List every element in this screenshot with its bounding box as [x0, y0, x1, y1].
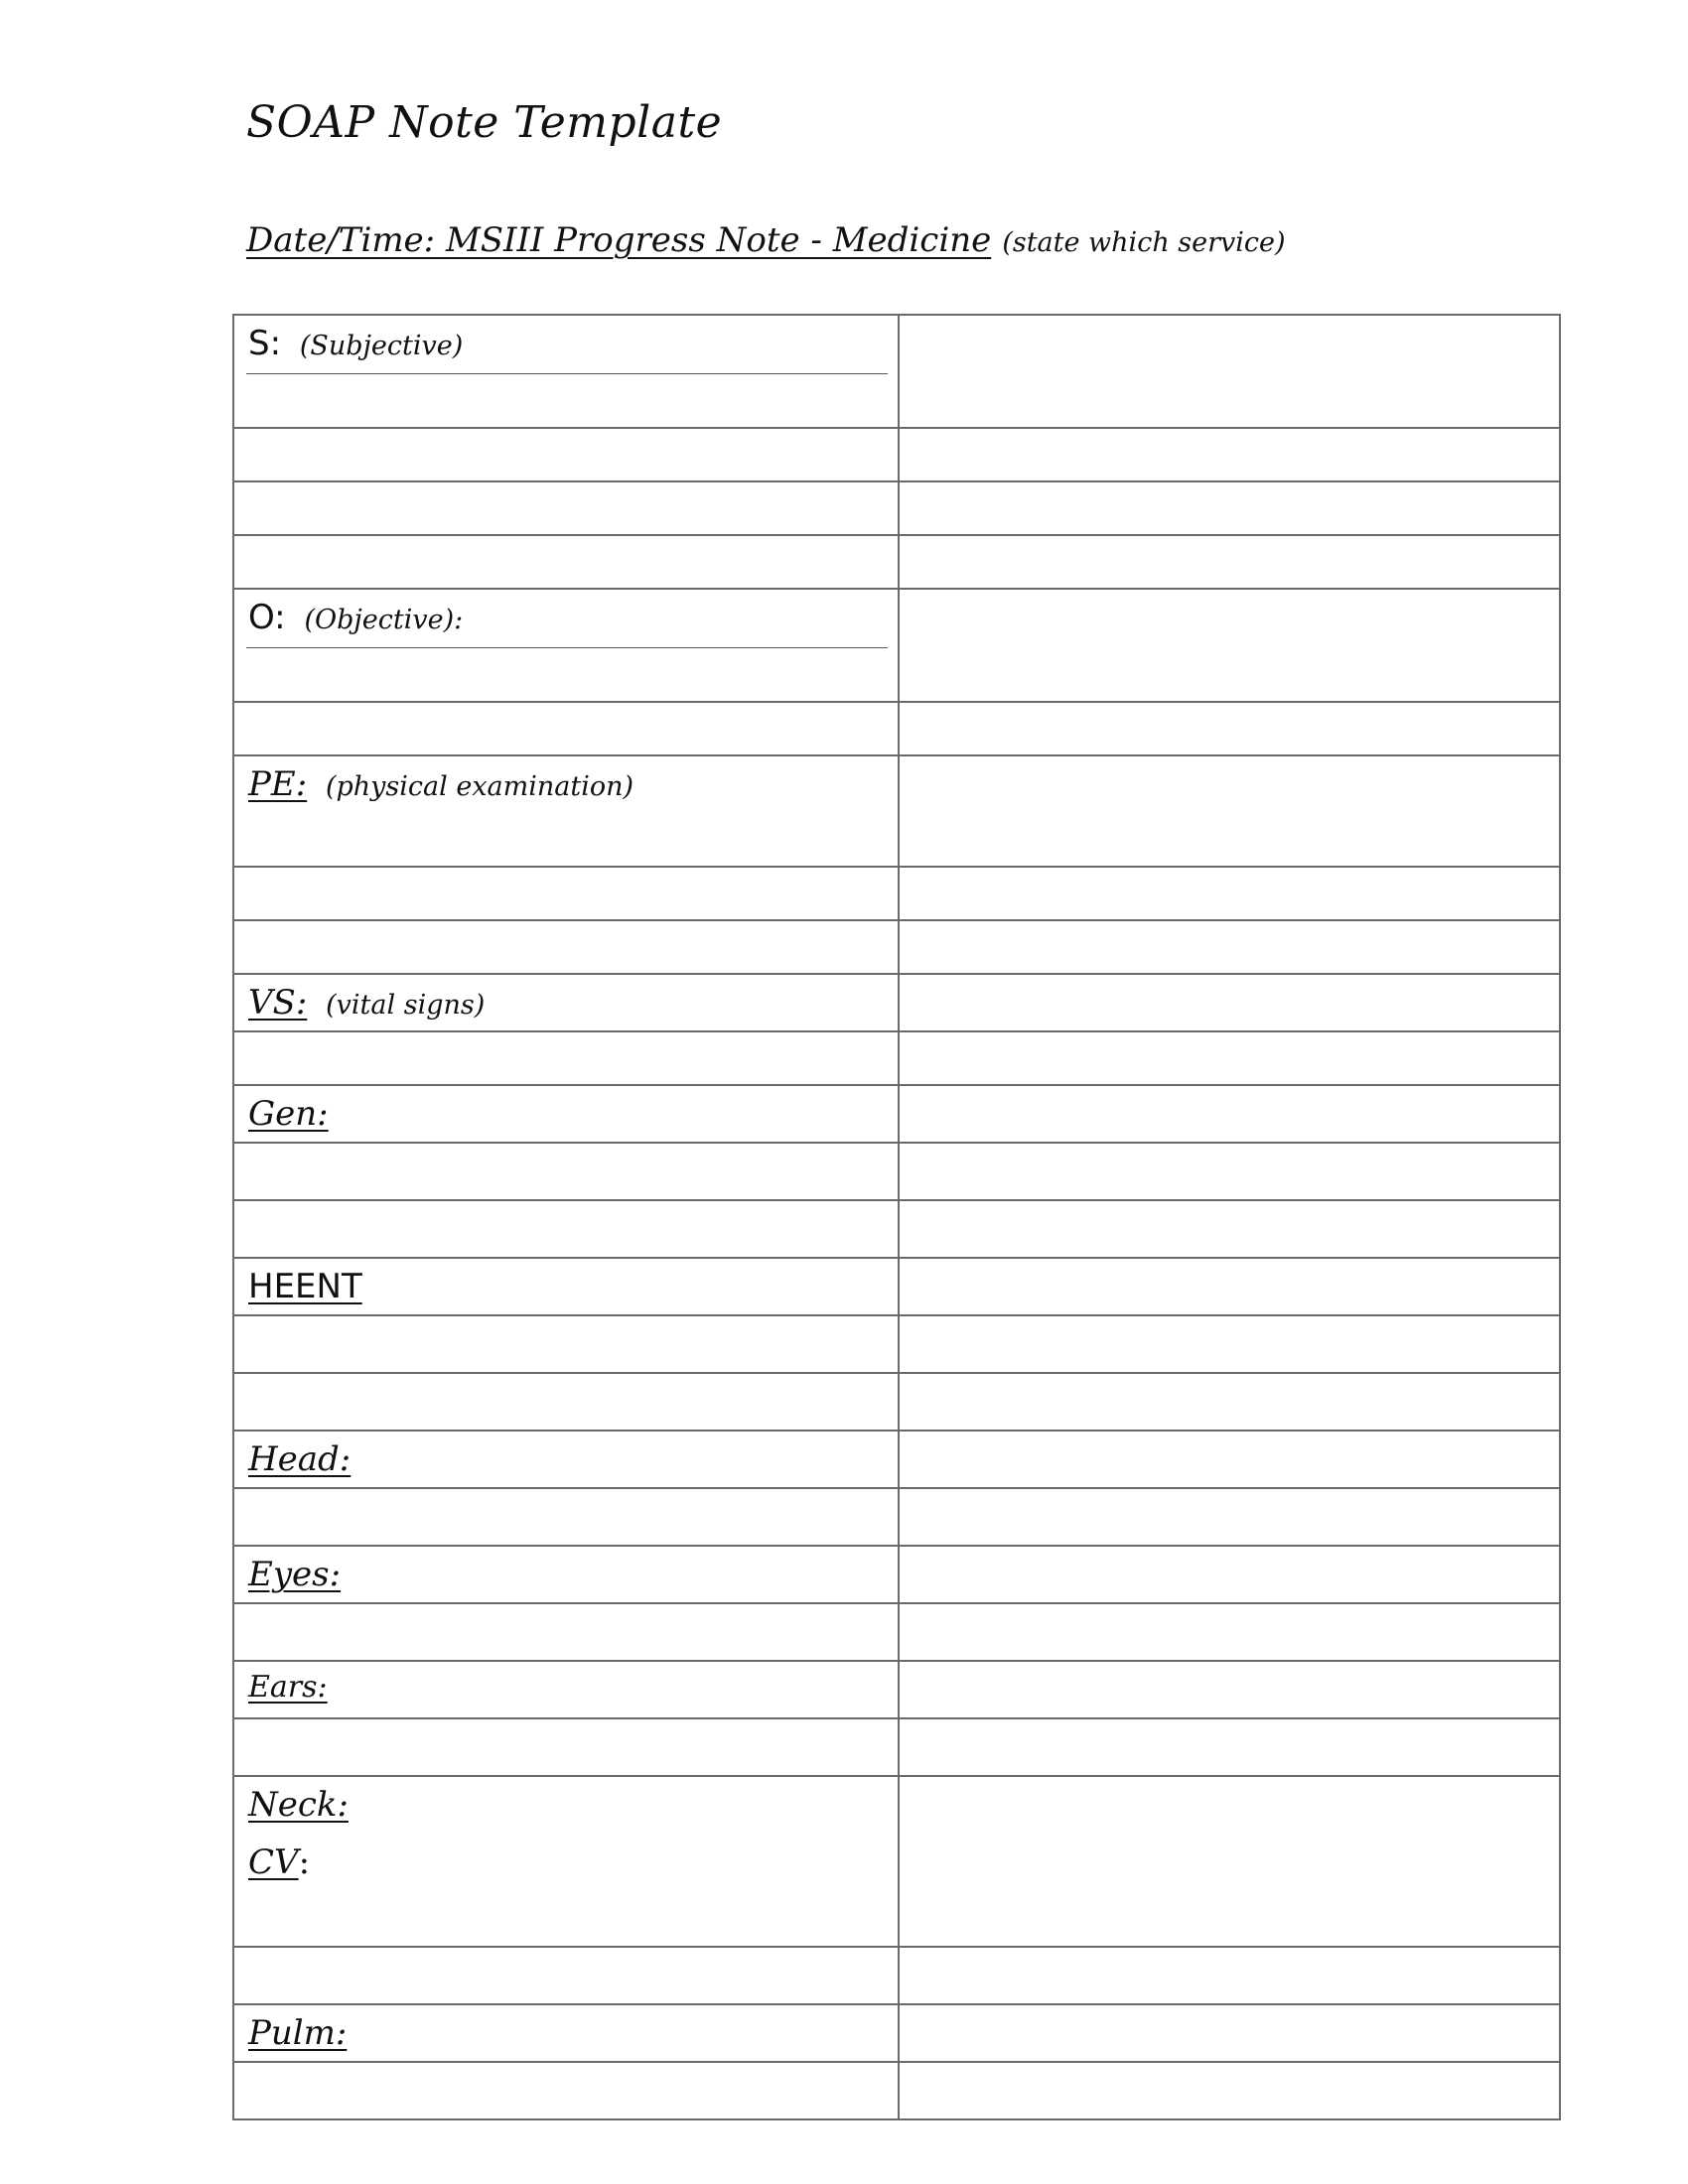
vs-entry-cell[interactable]: [899, 974, 1560, 1031]
objective-label-text: O:: [248, 598, 286, 637]
neck-label: [248, 1785, 349, 1825]
soap-note-table: [232, 314, 1561, 2120]
entry-cell[interactable]: [233, 702, 899, 755]
entry-cell[interactable]: [233, 1488, 899, 1546]
entry-cell[interactable]: [233, 1373, 899, 1431]
subjective-divider: [246, 373, 888, 374]
entry-cell[interactable]: [899, 1603, 1560, 1661]
subjective-label-text: S:: [248, 324, 282, 363]
table-row: [233, 1603, 1560, 1661]
table-row: [233, 1200, 1560, 1258]
note-header: [246, 220, 1286, 260]
vs-label-cell[interactable]: [233, 974, 899, 1031]
table-row-ears: [233, 1661, 1560, 1718]
head-label-cell[interactable]: [233, 1431, 899, 1488]
document-title: SOAP Note Template: [246, 97, 723, 148]
objective-label-cell[interactable]: [233, 589, 899, 702]
entry-cell[interactable]: [233, 1031, 899, 1085]
header-date-time: Date/Time: MSIII Progress Note - Medicine: [246, 220, 992, 260]
entry-cell[interactable]: [899, 920, 1560, 974]
ears-label: [248, 1670, 328, 1705]
table-row: [233, 1488, 1560, 1546]
entry-cell[interactable]: [899, 481, 1560, 535]
pulm-label-text: Pulm:: [248, 2013, 348, 2053]
table-row: [233, 2062, 1560, 2119]
cv-label: [248, 1843, 310, 1882]
entry-cell[interactable]: [233, 1200, 899, 1258]
eyes-label-text: Eyes:: [248, 1555, 342, 1594]
entry-cell[interactable]: [233, 920, 899, 974]
entry-cell[interactable]: [899, 2062, 1560, 2119]
table-row-neck-cv: [233, 1776, 1560, 1947]
entry-cell[interactable]: [233, 481, 899, 535]
head-label-text: Head:: [248, 1439, 352, 1479]
entry-cell[interactable]: [899, 1488, 1560, 1546]
table-row: [233, 1031, 1560, 1085]
entry-cell[interactable]: [233, 1718, 899, 1776]
table-row-vs: [233, 974, 1560, 1031]
header-service-note: (state which service): [1002, 227, 1286, 258]
entry-cell[interactable]: [899, 1718, 1560, 1776]
pulm-entry-cell[interactable]: [899, 2004, 1560, 2062]
eyes-entry-cell[interactable]: [899, 1546, 1560, 1603]
table-row: [233, 702, 1560, 755]
heent-label-text: HEENT: [248, 1267, 362, 1306]
entry-cell[interactable]: [899, 1947, 1560, 2004]
eyes-label-cell[interactable]: [233, 1546, 899, 1603]
table-row-pulm: [233, 2004, 1560, 2062]
objective-hint: (Objective):: [304, 605, 464, 635]
entry-cell[interactable]: [899, 1200, 1560, 1258]
vs-label: [248, 983, 485, 1023]
head-entry-cell[interactable]: [899, 1431, 1560, 1488]
pe-label: [248, 764, 633, 804]
neck-cv-entry-cell[interactable]: [899, 1776, 1560, 1947]
pe-hint: (physical examination): [325, 771, 634, 802]
ears-entry-cell[interactable]: [899, 1661, 1560, 1718]
cv-label-suffix: :: [298, 1843, 311, 1882]
cv-label-text: CV: [248, 1843, 299, 1882]
entry-cell[interactable]: [899, 428, 1560, 481]
table-row: [233, 481, 1560, 535]
subjective-entry-cell[interactable]: [899, 315, 1560, 428]
table-row: [233, 1718, 1560, 1776]
entry-cell[interactable]: [899, 1315, 1560, 1373]
entry-cell[interactable]: [899, 867, 1560, 920]
table-row-objective: [233, 589, 1560, 702]
heent-entry-cell[interactable]: [899, 1258, 1560, 1315]
table-row-subjective: [233, 315, 1560, 428]
table-row: [233, 1315, 1560, 1373]
objective-entry-cell[interactable]: [899, 589, 1560, 702]
entry-cell[interactable]: [233, 1603, 899, 1661]
table-row-head: [233, 1431, 1560, 1488]
neck-cv-label-cell[interactable]: [233, 1776, 899, 1947]
gen-label-text: Gen:: [248, 1094, 329, 1134]
pe-label-cell[interactable]: [233, 755, 899, 867]
table-row: [233, 920, 1560, 974]
neck-label-text: Neck:: [248, 1785, 349, 1825]
gen-label: [248, 1094, 329, 1134]
objective-divider: [246, 647, 888, 648]
entry-cell[interactable]: [899, 702, 1560, 755]
ears-label-cell[interactable]: [233, 1661, 899, 1718]
vs-label-text: VS:: [248, 983, 308, 1023]
entry-cell[interactable]: [233, 535, 899, 589]
table-row: [233, 428, 1560, 481]
gen-entry-cell[interactable]: [899, 1085, 1560, 1143]
pe-entry-cell[interactable]: [899, 755, 1560, 867]
table-row: [233, 1373, 1560, 1431]
entry-cell[interactable]: [233, 428, 899, 481]
pulm-label-cell[interactable]: [233, 2004, 899, 2062]
entry-cell[interactable]: [233, 1143, 899, 1200]
table-row: [233, 1947, 1560, 2004]
heent-label-cell[interactable]: [233, 1258, 899, 1315]
entry-cell[interactable]: [899, 1143, 1560, 1200]
table-row-pe: [233, 755, 1560, 867]
subjective-label-cell[interactable]: [233, 315, 899, 428]
gen-label-cell[interactable]: [233, 1085, 899, 1143]
table-row: [233, 867, 1560, 920]
objective-label: [248, 598, 463, 637]
entry-cell[interactable]: [233, 867, 899, 920]
entry-cell[interactable]: [899, 1373, 1560, 1431]
entry-cell[interactable]: [233, 2062, 899, 2119]
entry-cell[interactable]: [233, 1315, 899, 1373]
pulm-label: [248, 2013, 347, 2053]
table-row-eyes: [233, 1546, 1560, 1603]
vs-hint: (vital signs): [326, 990, 486, 1021]
head-label: [248, 1439, 351, 1479]
heent-label: [248, 1267, 362, 1306]
table-row: [233, 1143, 1560, 1200]
table-row: [233, 535, 1560, 589]
ears-label-text: Ears:: [248, 1670, 328, 1705]
pe-label-text: PE:: [248, 764, 308, 804]
entry-cell[interactable]: [899, 535, 1560, 589]
eyes-label: [248, 1555, 341, 1594]
subjective-label: [248, 324, 463, 363]
entry-cell[interactable]: [899, 1031, 1560, 1085]
table-row-heent: [233, 1258, 1560, 1315]
subjective-hint: (Subjective): [299, 331, 464, 361]
entry-cell[interactable]: [233, 1947, 899, 2004]
table-row-gen: [233, 1085, 1560, 1143]
